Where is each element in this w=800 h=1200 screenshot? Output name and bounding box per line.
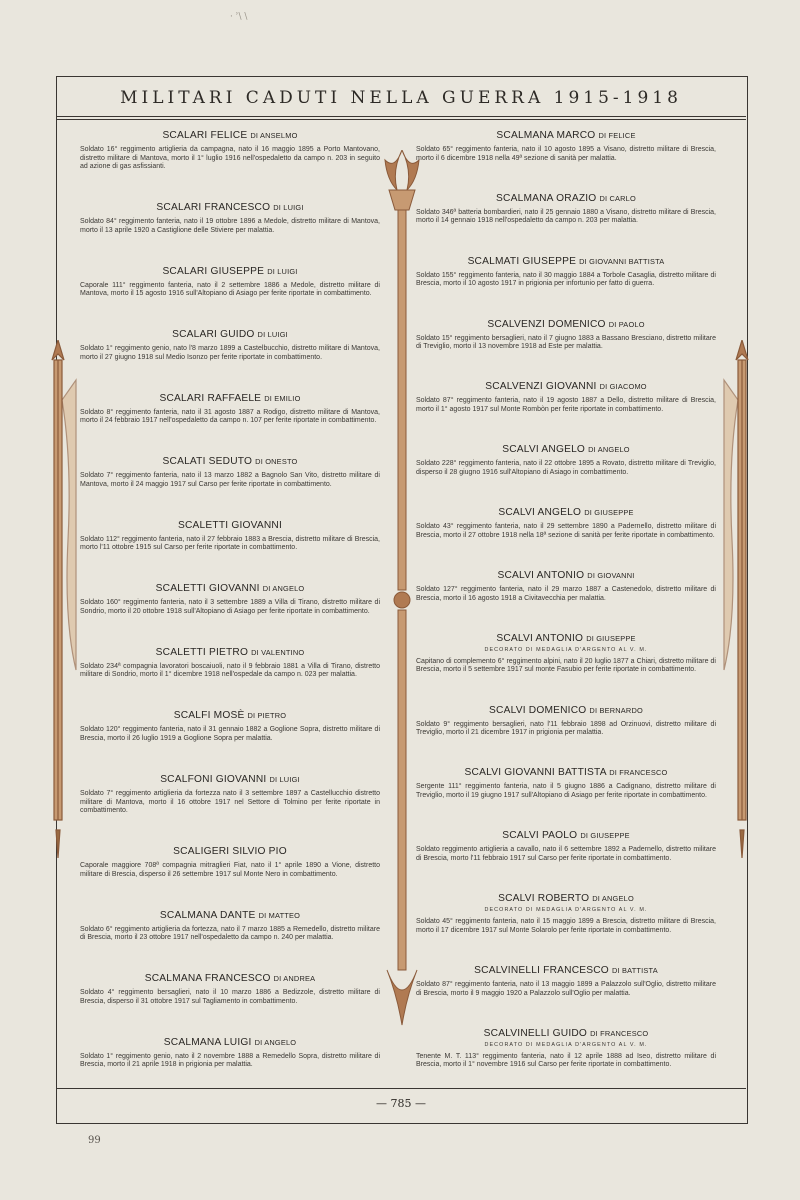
entry	[416, 130, 716, 163]
entry	[416, 1028, 716, 1070]
entry-name	[80, 973, 380, 984]
entry-patronymic: DI FELICE	[598, 131, 636, 140]
entry-text: Soldato 1° reggimento genio, nato il 2 novembre 1888 a Remedello Sopra, distretto militare di Brescia, morto il 21 aprile 1918 in prigionia per malattia.	[80, 1052, 380, 1069]
entry-patronymic: DI GIOVANNI	[587, 570, 635, 580]
entry-surname: SCALETTI GIOVANNI	[155, 583, 260, 595]
entry-surname: SCALVENZI GIOVANNI	[485, 381, 597, 393]
entry-text: Soldato 234ª compagnia lavoratori boscaiuoli, nato il 9 febbraio 1881 a Villa di Tirano, distretto militare di Sondrio, morto il 1° dicembre 1918 nell'ospedale da campo n. 023 per malattia.	[80, 662, 380, 679]
entry-surname: SCALETTI PIETRO	[155, 646, 249, 658]
entry	[80, 583, 380, 616]
entry-patronymic: DI MATTEO	[258, 910, 301, 920]
entry-decoration: DECORATO DI MEDAGLIA D'ARGENTO AL V. M.	[484, 907, 648, 914]
entry-text: Caporale 111° reggimento fanteria, nato il 2 settembre 1886 a Medole, distretto militare di Mantova, morto il 15 agosto 1916 sull'Altopiano di Asiago per ferite riportate in combattimento.	[80, 281, 380, 298]
entry-name	[80, 710, 380, 721]
entry-patronymic: DI GIUSEPPE	[580, 831, 630, 841]
entry	[80, 774, 380, 816]
entry	[416, 965, 716, 998]
entry-name	[416, 444, 716, 455]
entry-text: Soldato 87° reggimento fanteria, nato il 19 agosto 1887 a Dello, distretto militare di Brescia, morto il 1° agosto 1917 sul Monte Rombòn per ferite riportate in combattimento.	[416, 397, 716, 413]
entry-text: Soldato 84° reggimento fanteria, nato il 19 ottobre 1896 a Medole, distretto militare di Mantova, morto il 13 aprile 1920 a Castiglione delle Stiviere per malattia.	[80, 218, 380, 234]
entry-patronymic: DI ANSELMO	[250, 131, 298, 140]
entry-name	[416, 193, 716, 204]
entry	[416, 633, 716, 675]
entry-text: Soldato 120° reggimento fanteria, nato il 31 gennaio 1882 a Goglione Sopra, distretto militare di Brescia, morto il 26 luglio 1919 a Goglione Sopra per malattia.	[80, 726, 380, 742]
entry-patronymic: DI LUIGI	[267, 266, 298, 276]
entry-patronymic: DI LUIGI	[257, 330, 288, 340]
entry-surname: SCALVI ANGELO	[498, 507, 582, 519]
entry-patronymic: DI GIUSEPPE	[584, 508, 634, 518]
entry-name	[80, 266, 380, 277]
entry	[80, 202, 380, 235]
entry-text: Soldato 112° reggimento fanteria, nato il 27 febbraio 1883 a Brescia, distretto militare di Brescia, morto l'11 ottobre 1915 sul Carso per ferite riportate in combattimento.	[80, 535, 380, 552]
entry-name	[80, 329, 380, 340]
entry	[80, 973, 380, 1006]
entry-surname: SCALMANA LUIGI	[163, 1036, 252, 1048]
entry-surname: SCALATI SEDUTO	[162, 456, 253, 468]
entry-name	[80, 647, 380, 658]
entry-text: Tenente M. T. 113° reggimento fanteria, nato il 12 aprile 1888 ad Iseo, distretto militare di Brescia, morto il 1° novembre 1916 sul Carso per ferite riportate in combattimento.	[416, 1052, 716, 1069]
entry	[80, 393, 380, 426]
entry	[80, 647, 380, 680]
entry	[416, 830, 716, 863]
entry-text: Soldato 65° reggimento fanteria, nato il 10 agosto 1895 a Visano, distretto militare di Brescia, morto il 6 dicembre 1918 nella 49ª sezione di sanità per malattia.	[416, 146, 716, 162]
entry-patronymic: DI BERNARDO	[589, 705, 643, 715]
entry-patronymic: DI ANGELO	[262, 584, 305, 594]
entry	[416, 381, 716, 414]
entry-name	[80, 910, 380, 921]
entry-surname: SCALVI ANGELO	[502, 444, 586, 456]
entry-text: Sergente 111° reggimento fanteria, nato il 5 giugno 1886 a Cadignano, distretto militare di Treviglio, morto il 19 giugno 1917 sull'Altopiano di Asiago per ferite riportate in combattimento.	[416, 783, 716, 800]
corner-number: 99	[88, 1135, 101, 1146]
entry-name	[416, 893, 716, 904]
entry-patronymic: DI PIETRO	[247, 711, 287, 721]
page-title: MILITARI CADUTI NELLA GUERRA 1915-1918	[120, 88, 682, 108]
entry-text: Soldato 228° reggimento fanteria, nato il 22 ottobre 1895 a Rovato, distretto militare di Treviglio, disperso il 28 giugno 1916 sull'Altopiano di Asiago in combattimento.	[416, 460, 716, 476]
entry-patronymic: DI LUIGI	[273, 203, 304, 213]
entry-name	[416, 570, 716, 581]
header-rule	[56, 116, 746, 117]
entry-name	[80, 456, 380, 467]
entry	[416, 193, 716, 226]
entry-decoration: DECORATO DI MEDAGLIA D'ARGENTO AL V. M.	[484, 1041, 648, 1048]
entry-surname: SCALARI FRANCESCO	[156, 202, 271, 214]
entry-surname: SCALVI DOMENICO	[489, 704, 587, 716]
entry	[80, 710, 380, 743]
entry-patronymic: DI GIUSEPPE	[586, 633, 636, 643]
entry	[416, 705, 716, 738]
entry-patronymic: DI ONESTO	[255, 457, 298, 467]
entry-surname: SCALFONI GIOVANNI	[160, 773, 267, 785]
entry-name	[80, 1037, 380, 1048]
entry-surname: SCALARI GUIDO	[172, 329, 255, 341]
entry-patronymic: DI GIACOMO	[599, 382, 647, 392]
entry-patronymic: DI GIOVANNI BATTISTA	[579, 256, 665, 266]
pencil-mark: · ʾ\ \	[230, 12, 248, 22]
entry-text: Soldato 8° reggimento fanteria, nato il 31 agosto 1887 a Rodigo, distretto militare di Mantova, morto il 24 febbraio 1917 nell'ospedaletto da campo n. 107 per ferite riportate in combattimento.	[80, 408, 380, 425]
entry-name	[416, 705, 716, 716]
entry-name	[416, 381, 716, 392]
entry-text: Soldato 7° reggimento fanteria, nato il 13 marzo 1882 a Bagnolo San Vito, distretto militare di Mantova, morto il 24 maggio 1917 sul Carso per ferite riportate in combattimento.	[80, 472, 380, 488]
entry-surname: SCALARI FELICE	[162, 130, 248, 141]
entry-name	[80, 130, 380, 141]
entry-name	[416, 830, 716, 841]
entry-text: Soldato reggimento artiglieria a cavallo, nato il 6 settembre 1892 a Padernello, distretto militare di Brescia, morto l'11 febbraio 1917 sul Carso per ferite riportate in combattimento.	[416, 846, 716, 862]
entry-surname: SCALMANA ORAZIO	[496, 192, 597, 204]
entry-name	[416, 130, 716, 141]
left-column	[80, 130, 380, 1070]
entry-surname: SCALVI GIOVANNI BATTISTA	[464, 767, 607, 779]
entry-patronymic: DI VALENTINO	[251, 647, 305, 657]
right-column	[416, 130, 716, 1070]
entry	[80, 266, 380, 299]
entry-text: Soldato 160° reggimento fanteria, nato il 3 settembre 1889 a Villa di Tirano, distretto militare di Sondrio, morto il 20 ottobre 1918 sull'Altopiano di Asiago per ferite riportate in combattimento.	[80, 599, 380, 615]
entry-surname: SCALMANA DANTE	[159, 909, 256, 921]
page-number: — 785 —	[376, 1097, 426, 1110]
entry-patronymic: DI FRANCESCO	[609, 768, 668, 778]
entry-text: Soldato 43° reggimento fanteria, nato il 29 settembre 1890 a Padernello, distretto militare di Brescia, morto il 27 ottobre 1918 nella 18ª sezione di sanità per ferite riportate in combattimento.	[416, 523, 716, 539]
entry	[416, 319, 716, 352]
entry-patronymic: DI FRANCESCO	[590, 1028, 649, 1038]
entry	[80, 456, 380, 489]
entry-text: Caporale maggiore 708ª compagnia mitraglieri Fiat, nato il 1° aprile 1890 a Vione, distretto militare di Brescia, disperso il 26 settembre 1917 sul Monte Nero in combattimento.	[80, 862, 380, 878]
entry	[416, 767, 716, 800]
entry-name	[80, 393, 380, 404]
entry-surname: SCALVENZI DOMENICO	[487, 318, 606, 330]
entry-name	[416, 633, 716, 644]
entry-patronymic: DI CARLO	[599, 193, 636, 203]
entry-text: Soldato 87° reggimento fanteria, nato il 13 maggio 1899 a Palazzolo sull'Oglio, distretto militare di Brescia, morto il 9 maggio 1920 a Palazzolo sull'Oglio per malattia.	[416, 980, 716, 997]
header-rule-inner	[56, 119, 746, 120]
entry-text: Soldato 155° reggimento fanteria, nato il 30 maggio 1884 a Torbole Casaglia, distretto militare di Brescia, morto il 10 agosto 1917 in prigionia per infortunio per fatto di guerra.	[416, 271, 716, 288]
entry-patronymic: DI LUIGI	[269, 774, 300, 784]
entry-text: Soldato 346ª batteria bombardieri, nato il 25 gennaio 1880 a Visano, distretto militare di Brescia, morto il 14 gennaio 1918 nell'ospedaletto da campo n. 203 per malattia.	[416, 208, 716, 225]
entry-patronymic: DI ANGELO	[254, 1037, 297, 1047]
entry-name	[80, 774, 380, 785]
entry	[416, 507, 716, 540]
entry-name	[416, 319, 716, 330]
entry-patronymic: DI BATTISTA	[611, 965, 658, 975]
entry	[80, 520, 380, 553]
entry	[416, 444, 716, 477]
entry-text: Soldato 1° reggimento genio, nato l'8 marzo 1899 a Castelbucchio, distretto militare di Mantova, morto il 27 giugno 1918 sul Medio Isonzo per ferite riportate in combattimento.	[80, 345, 380, 361]
entry-surname: SCALETTI GIOVANNI	[178, 519, 282, 531]
entry	[80, 910, 380, 943]
entry-text: Soldato 4° reggimento bersaglieri, nato il 10 marzo 1886 a Bedizzole, distretto militare di Brescia, disperso il 31 ottobre 1917 sul Tagliamento in combattimento.	[80, 989, 380, 1005]
entry-name	[416, 965, 716, 976]
entry	[80, 1037, 380, 1070]
entry	[416, 256, 716, 289]
entry-text: Soldato 127° reggimento fanteria, nato il 29 marzo 1887 a Castenedolo, distretto militare di Brescia, morto il 16 agosto 1918 a Civitavecchia per malattia.	[416, 585, 716, 602]
entry	[80, 130, 380, 172]
entry-patronymic: DI ANGELO	[592, 894, 634, 904]
entry-text: Soldato 6° reggimento artiglieria da fortezza, nato il 7 marzo 1885 a Remedello, distretto militare di Brescia, morto il 23 ottobre 1917 nell'ospedaletto da campo n. 240 per malattia.	[80, 925, 380, 942]
entry-name	[80, 846, 380, 857]
entry-surname: SCALIGERI SILVIO PIO	[173, 846, 287, 858]
entry-name	[416, 507, 716, 518]
entry-surname: SCALVINELLI GUIDO	[483, 1027, 588, 1039]
entry-name	[416, 256, 716, 267]
entry-surname: SCALVI ANTONIO	[496, 632, 584, 644]
flagpole-left-ornament	[38, 340, 78, 860]
entry-surname: SCALMANA MARCO	[496, 130, 596, 141]
entry	[80, 846, 380, 879]
entry-text: Capitano di complemento 6° reggimento alpini, nato il 20 luglio 1877 a Chiari, distretto militare di Brescia, morto il 5 settembre 1917 sul monte Fasubio per ferite riportate in combattimento.	[416, 657, 716, 674]
entry-surname: SCALARI RAFFAELE	[159, 392, 262, 404]
entry-name	[80, 520, 380, 531]
entry-surname: SCALVI ROBERTO	[498, 893, 590, 905]
entry-patronymic: DI ANGELO	[588, 445, 630, 455]
entry-name	[80, 583, 380, 594]
entry-patronymic: DI EMILIO	[264, 393, 301, 403]
entry-text: Soldato 7° reggimento artiglieria da fortezza nato il 3 settembre 1897 a Castellucchio distretto militare di Mantova, morto il 16 ottobre 1917 nel Settore di Tolmino per ferite riportate in combattimento.	[80, 789, 380, 815]
entry-surname: SCALMATI GIUSEPPE	[467, 255, 577, 267]
footer-rule	[56, 1088, 746, 1089]
entry-patronymic: DI PAOLO	[608, 319, 645, 329]
entry-text: Soldato 15° reggimento bersaglieri, nato il 7 giugno 1883 a Bassano Bresciano, distretto militare di Treviglio, morto il 13 novembre 1918 ad Este per malattia.	[416, 334, 716, 351]
flagpole-right-ornament	[722, 340, 762, 860]
entry-decoration: DECORATO DI MEDAGLIA D'ARGENTO AL V. M.	[484, 646, 648, 653]
entry-surname: SCALVI PAOLO	[502, 830, 578, 842]
entry-text: Soldato 45° reggimento fanteria, nato il 15 maggio 1899 a Brescia, distretto militare di Brescia, morto il 17 dicembre 1917 sul Monte Solarolo per ferite riportate in combattimento.	[416, 918, 716, 934]
entry-surname: SCALMANA FRANCESCO	[144, 973, 271, 985]
entry	[416, 893, 716, 935]
entry	[416, 570, 716, 603]
entry-patronymic: DI ANDREA	[273, 974, 316, 984]
entry-name	[416, 767, 716, 778]
entry-text: Soldato 16° reggimento artiglieria da campagna, nato il 16 maggio 1895 a Porto Mantovano, distretto militare di Mantova, morto il 1° luglio 1916 nell'ospedaletto da campo n. 203 in seguito ad azione di gas asfissianti.	[80, 146, 380, 171]
entry-surname: SCALFI MOSÈ	[173, 710, 245, 722]
entry-surname: SCALVINELLI FRANCESCO	[474, 964, 609, 976]
entry-text: Soldato 9° reggimento bersaglieri, nato l'11 febbraio 1898 ad Orzinuovi, distretto militare di Treviglio, morto il 21 dicembre 1917 in prigionia per malattia.	[416, 720, 716, 737]
entry-name	[80, 202, 380, 213]
entry-surname: SCALVI ANTONIO	[497, 569, 585, 581]
entry-name	[416, 1028, 716, 1039]
entry	[80, 329, 380, 362]
entry-surname: SCALARI GIUSEPPE	[162, 265, 265, 277]
